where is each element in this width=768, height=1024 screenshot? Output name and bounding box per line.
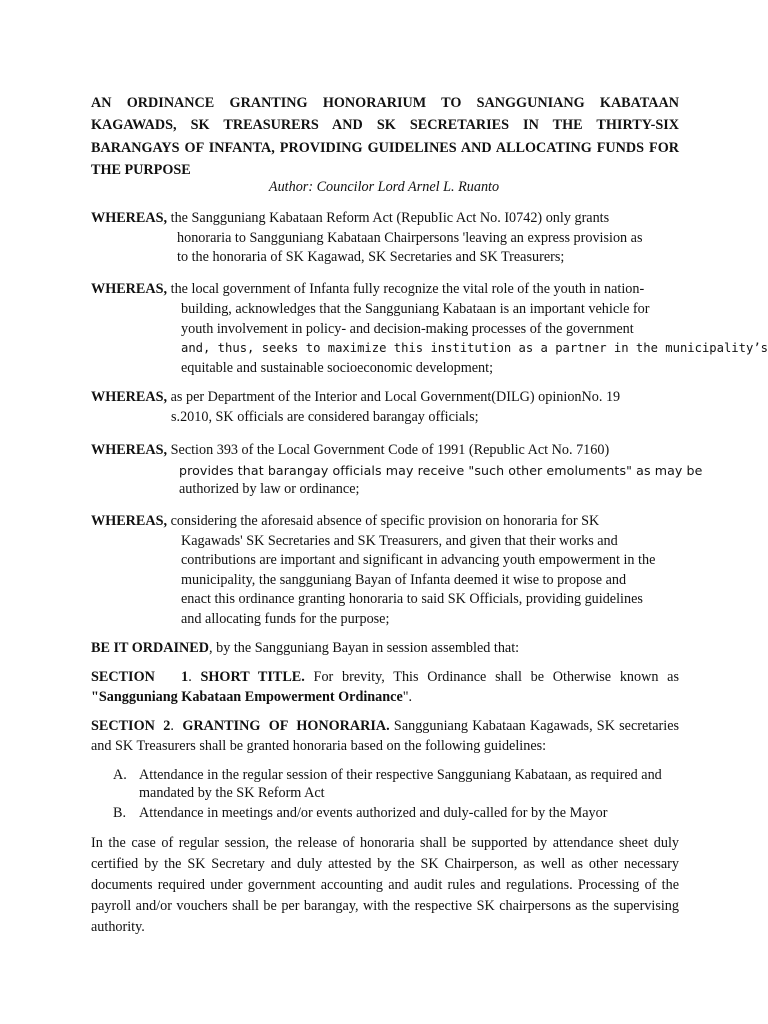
whereas-line: authorized by law or ordinance; xyxy=(179,481,360,497)
ordained-keyword: BE IT ORDAINED xyxy=(91,640,209,656)
list-marker: A. xyxy=(113,767,127,783)
closing-paragraph: In the case of regular session, the release of honoraria shall be supported by attendance sheet duly certified by the SK Secretary and duly attested by the SK Chairperson, as well as other necessary documents required under government accounting and audit rules and regulations. Processing of the payroll and/or vouchers shall be per barangay, with the respective SK chairpersons as the supervising authority. xyxy=(91,835,679,935)
list-marker: B. xyxy=(113,805,127,821)
whereas-line: equitable and sustainable socioeconomic development; xyxy=(181,360,494,377)
whereas-clause-1 xyxy=(91,209,679,268)
section-1-label: SECTION 1 xyxy=(91,669,189,685)
author-line: Author: Councilor Lord Arnel L. Ruanto xyxy=(268,179,500,195)
whereas-keyword: WHEREAS, xyxy=(91,210,168,226)
whereas-first-line: as per Department of the Interior and Local Government(DILG) opinionNo. 19 xyxy=(170,389,621,405)
ordained-text: , by the Sangguniang Bayan in session assembled that: xyxy=(209,640,520,656)
whereas-first-line: considering the aforesaid absence of specific provision on honoraria for SK xyxy=(170,513,600,529)
whereas-first-line: the local government of Infanta fully recognize the vital role of the youth in nation- xyxy=(170,281,645,297)
whereas-keyword: WHEREAS, xyxy=(91,513,168,529)
whereas-keyword: WHEREAS, xyxy=(91,442,168,458)
ordinance-title: AN ORDINANCE GRANTING HONORARIUM TO SANGGUNIANG KABATAAN KAGAWADS, SK TREASURERS AND SK SECRETARIES IN THE THIRTY-SIX BARANGAYS OF INFANTA, PROVIDING GUIDELINES AND ALLOCATING FUNDS FOR THE PURPOSE xyxy=(91,95,679,178)
whereas-line: municipality, the sangguniang Bayan of Infanta deemed it wise to propose and xyxy=(181,571,627,588)
whereas-line: Kagawads' SK Secretaries and SK Treasurers, and given that their works and xyxy=(181,532,618,549)
guideline-item-b xyxy=(113,804,679,822)
whereas-first-line: Section 393 of the Local Government Code of 1991 (Republic Act No. 7160) xyxy=(170,442,610,458)
whereas-line: provides that barangay officials may receive "such other emoluments" as may be xyxy=(179,462,703,478)
whereas-clause-5 xyxy=(91,512,679,629)
whereas-keyword: WHEREAS, xyxy=(91,389,168,405)
section-2 xyxy=(91,716,679,756)
whereas-line: enact this ordinance granting honoraria to said SK Officials, providing guidelines xyxy=(181,591,643,607)
whereas-line: youth involvement in policy- and decision-making processes of the government xyxy=(181,320,634,337)
section-2-dot: . xyxy=(170,718,183,734)
section-2-text: Sangguniang Kabataan Kagawads, SK secretaries and SK Treasurers shall be granted honoraria based on the following guidelines: xyxy=(91,718,680,754)
guideline-item-a xyxy=(113,766,679,802)
whereas-line: honoraria to Sangguniang Kabataan Chairpersons 'leaving an express provision as xyxy=(177,229,643,246)
section-2-heading: GRANTING OF HONORARIA. xyxy=(182,718,390,734)
section-1-dot: . xyxy=(188,669,201,685)
section-1-text: For brevity, This Ordinance shall be Otherwise known as xyxy=(304,669,679,685)
list-item-text: Attendance in the regular session of their respective Sangguniang Kabataan, as required and mandated by the SK Reform Act xyxy=(139,767,662,801)
whereas-line: s.2010, SK officials are considered barangay officials; xyxy=(171,408,479,425)
section-1-end: ". xyxy=(402,689,413,705)
whereas-clause-3 xyxy=(91,388,679,427)
section-1 xyxy=(91,667,679,707)
enacting-clause xyxy=(91,638,679,658)
whereas-keyword: WHEREAS, xyxy=(91,281,168,297)
whereas-line: and, thus, seeks to maximize this institution as a partner in the municipality’s xyxy=(181,341,768,356)
section-2-label: SECTION 2 xyxy=(91,718,171,734)
whereas-line: building, acknowledges that the Sangguniang Kabataan is an important vehicle for xyxy=(181,300,650,317)
whereas-line: and allocating funds for the purpose; xyxy=(181,610,390,627)
whereas-clause-2 xyxy=(91,280,768,379)
whereas-clause-4 xyxy=(91,441,703,500)
list-item-text: Attendance in meetings and/or events authorized and duly-called for by the Mayor xyxy=(139,805,608,821)
section-1-ordinance-name: "Sangguniang Kabataan Empowerment Ordinance xyxy=(91,689,403,705)
whereas-line: contributions are important and significant in advancing youth empowerment in the xyxy=(181,552,656,568)
whereas-first-line: the Sangguniang Kabataan Reform Act (RepubIic Act No. I0742) only grants xyxy=(170,210,610,226)
section-1-heading: SHORT TITLE. xyxy=(200,669,305,685)
whereas-line: to the honoraria of SK Kagawad, SK Secretaries and SK Treasurers; xyxy=(177,249,565,265)
